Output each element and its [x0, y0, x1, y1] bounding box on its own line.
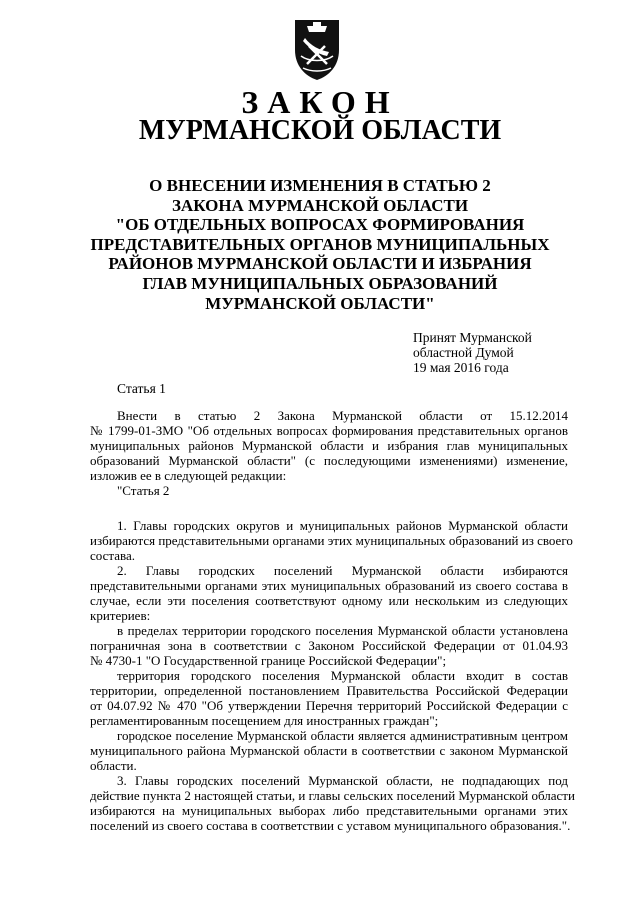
text-line: 1. Главы городских округов и муниципальных районов Мурманской области	[117, 518, 568, 533]
intro-paragraph	[90, 408, 568, 499]
adoption-line: областной Думой	[413, 345, 514, 360]
adoption-line: Принят Мурманской	[413, 330, 532, 345]
law-title-line: ЗАКОНА МУРМАНСКОЙ ОБЛАСТИ	[171, 195, 469, 215]
text-line: регламентированным посещением для иностранных граждан";	[90, 713, 439, 729]
text-line: от 04.07.92 № 470 "Об утверждении Перечня территорий Российской Федерации с	[90, 698, 568, 714]
paragraph-1	[90, 518, 573, 564]
text-line: городское поселение Мурманской области является административным центром	[117, 728, 568, 743]
law-title-line: ГЛАВ МУНИЦИПАЛЬНЫХ ОБРАЗОВАНИЙ	[142, 273, 498, 293]
paragraph-2-criterion-b	[90, 668, 568, 728]
text-line: состава.	[90, 548, 135, 564]
paragraph-3	[90, 773, 575, 834]
law-region: МУРМАНСКОЙ ОБЛАСТИ	[138, 115, 502, 146]
text-line: муниципальных районов Мурманской области и избрания глав муниципальных	[90, 438, 568, 454]
text-line: критериев:	[90, 608, 151, 624]
text-line: территории, определенной постановлением Правительства Российской Федерации	[90, 683, 568, 699]
law-title-line: "ОБ ОТДЕЛЬНЫХ ВОПРОСАХ ФОРМИРОВАНИЯ	[115, 215, 525, 235]
text-line: образований Мурманской области" (с последующими изменениями) изменение,	[90, 453, 568, 469]
paragraph-2	[90, 563, 568, 623]
text-line: изложив ее в следующей редакции:	[90, 468, 287, 484]
text-line: случае, если эти поселения соответствуют одному или нескольким из следующих	[90, 593, 568, 609]
coat-of-arms-icon	[289, 16, 345, 82]
text-line: 2. Главы городских поселений Мурманской области избираются	[117, 563, 568, 578]
text-line: пограничная зона в соответствии с Законом Российской Федерации от 01.04.93	[90, 638, 568, 654]
law-title-line: ПРЕДСТАВИТЕЛЬНЫХ ОРГАНОВ МУНИЦИПАЛЬНЫХ	[90, 234, 550, 254]
text-line: "Статья 2	[117, 483, 170, 499]
adoption-note	[413, 330, 532, 375]
article-heading: Статья 1	[117, 381, 166, 396]
text-line: действие пункта 2 настоящей статьи, и главы сельских поселений Мурманской области	[90, 788, 575, 804]
law-title-line: О ВНЕСЕНИИ ИЗМЕНЕНИЯ В СТАТЬЮ 2	[149, 176, 491, 195]
text-line: представительными органами этих муниципальных образований из своего состава в	[90, 578, 568, 594]
law-title-line: РАЙОНОВ МУРМАНСКОЙ ОБЛАСТИ И ИЗБРАНИЯ	[108, 254, 532, 274]
law-title-line: МУРМАНСКОЙ ОБЛАСТИ"	[205, 293, 435, 313]
text-line: 3. Главы городских поселений Мурманской области, не подпадающих под	[117, 773, 568, 788]
text-line: области.	[90, 758, 137, 774]
text-line: № 1799-01-ЗМО "Об отдельных вопросах формирования представительных органов	[90, 423, 568, 439]
law-title	[60, 176, 580, 313]
text-line: избираются на муниципальных выборах либо представительными органами этих	[90, 803, 568, 819]
text-line: № 4730-1 "О Государственной границе Российской Федерации";	[90, 653, 447, 669]
text-line: муниципального района Мурманской области в соответствии с законом Мурманской	[90, 743, 568, 759]
text-line: поселений из своего состава в соответствии с уставом муниципального образования.".	[90, 818, 571, 834]
paragraph-2-criterion-a	[90, 623, 568, 668]
text-line: Внести в статью 2 Закона Мурманской области от 15.12.2014	[117, 408, 568, 423]
paragraph-2-criterion-c	[90, 728, 568, 773]
law-word: ЗАКОН	[241, 84, 399, 120]
text-line: в пределах территории городского поселения Мурманской области установлена	[117, 623, 568, 638]
text-line: территория городского поселения Мурманской области входит в состав	[117, 668, 568, 683]
text-line: избираются представительными органами этих муниципальных образований из своего	[90, 533, 573, 549]
adoption-date: 19 мая 2016 года	[413, 360, 509, 375]
